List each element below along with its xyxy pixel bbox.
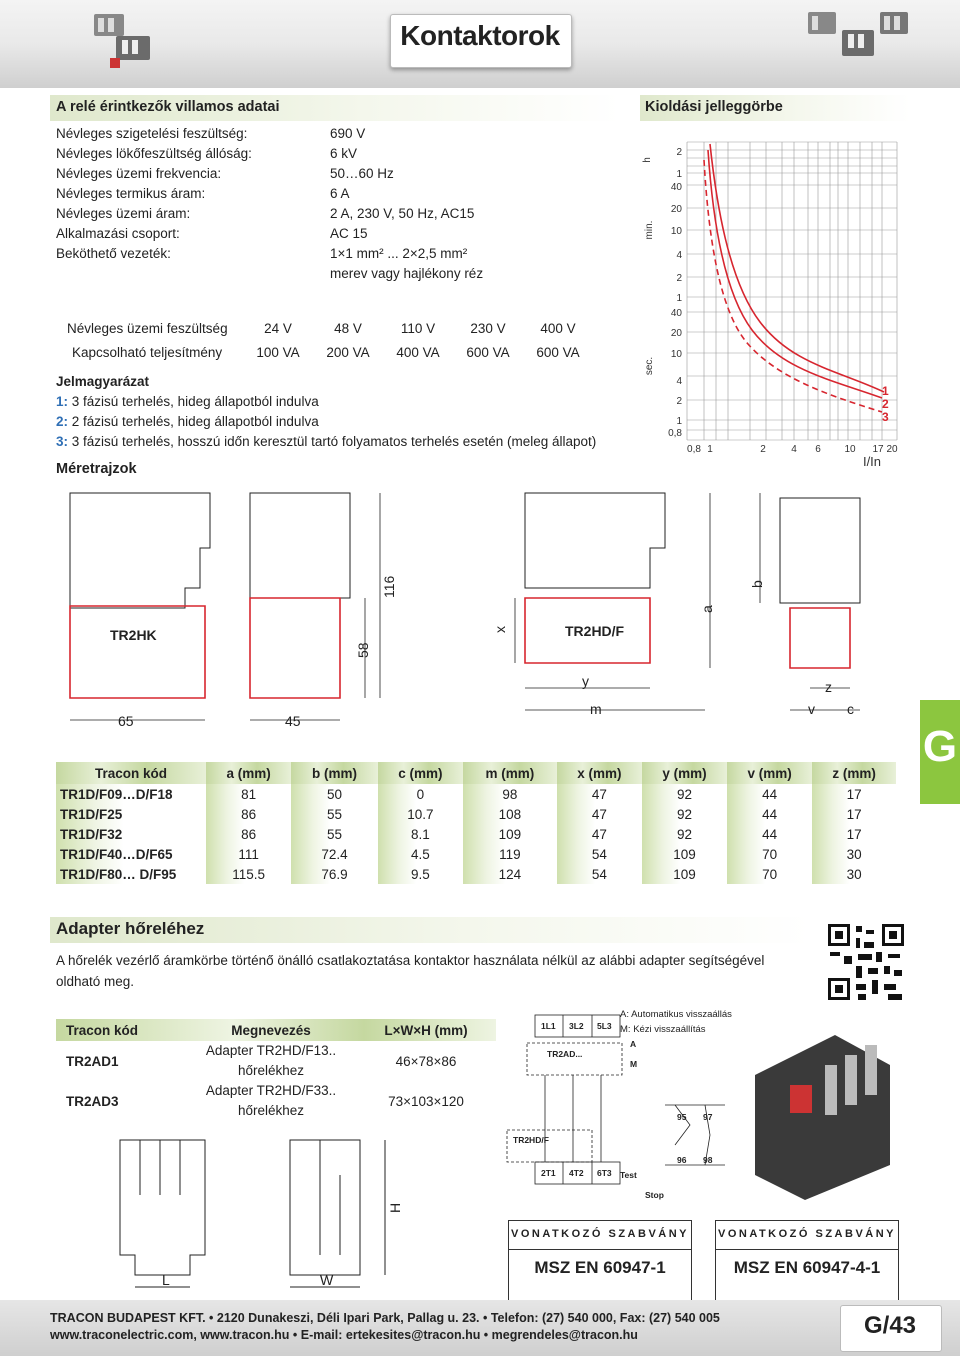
- spec-label: Névleges termikus áram:: [56, 186, 206, 201]
- terminal-label: 4T2: [569, 1168, 584, 1178]
- cell: 92: [642, 784, 727, 804]
- col-header: z (mm): [812, 762, 896, 784]
- cell: TR2AD3: [66, 1093, 119, 1109]
- note-m: M: Kézi visszaállítás: [620, 1024, 706, 1035]
- cell: 54: [557, 864, 642, 884]
- adapter-label: TR2AD...: [547, 1049, 583, 1059]
- y-tick: 2: [676, 273, 682, 284]
- section-tab-letter: G: [922, 722, 958, 771]
- cell: 72.4: [291, 844, 378, 864]
- cell: 54: [557, 844, 642, 864]
- standard-caption: VONATKOZÓ SZABVÁNY: [717, 1228, 897, 1240]
- contact-95: 95: [677, 1112, 687, 1122]
- cell: 44: [727, 824, 812, 844]
- tr2hk-contactor-outline: [70, 493, 210, 608]
- curve-2: [710, 144, 884, 392]
- dim-58: 58: [355, 642, 371, 658]
- y-tick: 10: [670, 349, 682, 360]
- standard-divider: [508, 1249, 692, 1250]
- col-header: Megnevezés: [231, 1022, 311, 1038]
- cell: hőrelékhez: [237, 1063, 305, 1078]
- power-cell: 600 VA: [466, 344, 510, 360]
- right-contactor-outline: [780, 498, 860, 603]
- tr2hk-relay-outline: [70, 606, 205, 698]
- cell: 47: [557, 824, 642, 844]
- cell: 111: [206, 844, 291, 864]
- spec-label: Névleges szigetelési feszültség:: [56, 126, 248, 141]
- right-relay-outline: [790, 608, 850, 668]
- dim-65: 65: [118, 713, 134, 729]
- drawings-heading: Méretrajzok: [56, 461, 137, 477]
- cell: 109: [642, 844, 727, 864]
- cell: 55: [291, 804, 378, 824]
- test-label: Test: [620, 1170, 637, 1180]
- y-unit-sec: sec.: [644, 356, 655, 376]
- x-tick: 10: [844, 444, 856, 455]
- page-title: Kontaktorok: [400, 20, 560, 51]
- power-cell: 600 VA: [536, 344, 580, 360]
- voltage-row-label: Névleges üzemi feszültség: [67, 320, 228, 336]
- spec-value: 2 A, 230 V, 50 Hz, AC15: [330, 206, 475, 221]
- y-tick: 40: [670, 182, 682, 193]
- cell: Adapter TR2HD/F13..: [205, 1043, 337, 1058]
- col-header: y (mm): [642, 762, 727, 784]
- cell: 92: [642, 804, 727, 824]
- cell: 46×78×86: [395, 1053, 457, 1069]
- spec-label: Névleges lökőfeszültség állóság:: [56, 146, 252, 161]
- power-cell: 100 VA: [256, 344, 300, 360]
- wire-note: merev vagy hajlékony réz: [330, 266, 484, 281]
- dim-x: x: [492, 626, 508, 633]
- spec-value: 6 kV: [330, 146, 358, 161]
- power-cell: 200 VA: [326, 344, 370, 360]
- spec-label: Névleges üzemi frekvencia:: [56, 166, 222, 181]
- page-number: G/43: [863, 1312, 917, 1339]
- col-header: Tracon kód: [56, 762, 206, 784]
- x-tick: 1: [707, 444, 713, 455]
- y-tick: 1: [676, 169, 682, 180]
- legend-heading: Jelmagyarázat: [56, 374, 150, 389]
- y-tick: 0,8: [668, 428, 682, 439]
- y-tick: 1: [676, 293, 682, 304]
- qr-code-icon: [826, 922, 906, 1002]
- dim-c: c: [847, 701, 854, 717]
- adapter-table: [56, 1019, 496, 1121]
- y-tick: 40: [670, 308, 682, 319]
- table-row: [56, 1081, 496, 1121]
- standard-value: MSZ EN 60947-1: [534, 1258, 666, 1277]
- table-header-row: [56, 762, 896, 784]
- voltage-cell: 48 V: [334, 320, 362, 336]
- cell: 44: [727, 804, 812, 824]
- terminal-label: 5L3: [597, 1021, 612, 1031]
- dim-v: v: [808, 701, 815, 717]
- spec-label: Névleges üzemi áram:: [56, 206, 191, 221]
- trip-curve-chart: [632, 130, 922, 475]
- cell: TR1D/F40…D/F65: [56, 844, 206, 864]
- y-tick: 1: [676, 416, 682, 427]
- adapter-schematic: [505, 1005, 915, 1215]
- terminal-label: 2T1: [541, 1168, 556, 1178]
- cell: 70: [727, 864, 812, 884]
- x-axis-label: I/In: [862, 454, 882, 469]
- mode-m: M: [630, 1059, 638, 1069]
- dim-h: H: [387, 1202, 403, 1213]
- table-row: [56, 1041, 496, 1081]
- cell: TR1D/F80… D/F95: [56, 864, 206, 884]
- voltage-table: [66, 316, 593, 364]
- cell: 17: [812, 824, 896, 844]
- col-header: v (mm): [727, 762, 812, 784]
- adapter-side-outline: [290, 1140, 360, 1275]
- voltage-cell: 110 V: [400, 320, 436, 336]
- cell: TR1D/F25: [56, 804, 206, 824]
- table-row: [56, 824, 896, 844]
- cell: 4.5: [378, 844, 463, 864]
- series-label-2: 2: [882, 397, 889, 411]
- table-row: [56, 864, 896, 884]
- dim-m: m: [590, 701, 602, 717]
- chart-title: Kioldási jelleggörbe: [645, 99, 783, 115]
- dim-w: W: [320, 1272, 334, 1288]
- front-contactor-outline: [250, 493, 350, 598]
- dim-l: L: [162, 1272, 170, 1288]
- contactor-photo-icon-right: [800, 6, 920, 76]
- cell: 17: [812, 804, 896, 824]
- dimension-table: [56, 762, 896, 884]
- cell: 9.5: [378, 864, 463, 884]
- cell: 109: [463, 824, 557, 844]
- cell: 47: [557, 804, 642, 824]
- footer-contact: www.traconelectric.com, www.tracon.hu • E-mail: ertekesites@tracon.hu • megrendeles@tracon.hu: [50, 1328, 638, 1342]
- y-unit-h: h: [642, 157, 653, 163]
- cell: 50: [291, 784, 378, 804]
- tr2hk-label: TR2HK: [110, 627, 157, 643]
- dim-45: 45: [285, 713, 301, 729]
- col-header: a (mm): [206, 762, 291, 784]
- y-tick: 4: [676, 250, 682, 261]
- cell: TR1D/F09…D/F18: [56, 784, 206, 804]
- y-tick: 20: [670, 204, 682, 215]
- standard-divider: [715, 1249, 899, 1250]
- x-tick: 0,8: [687, 444, 701, 455]
- cell: 17: [812, 784, 896, 804]
- table-row: [56, 804, 896, 824]
- cell: 81: [206, 784, 291, 804]
- spec-value: 6 A: [330, 186, 350, 201]
- spec-label: Beköthető vezeték:: [56, 246, 171, 261]
- y-unit-min: min.: [644, 220, 655, 240]
- mode-a: A: [630, 1039, 637, 1049]
- legend-key: 3:: [56, 434, 69, 449]
- x-tick: 2: [760, 444, 766, 455]
- dim-116: 116: [381, 575, 397, 598]
- cell: 86: [206, 804, 291, 824]
- adapter-box: [527, 1043, 622, 1075]
- terminal-label: 1L1: [541, 1021, 556, 1031]
- legend-key: 2:: [56, 414, 69, 429]
- cell: 55: [291, 824, 378, 844]
- cell: 119: [463, 844, 557, 864]
- legend-text: 3 fázisú terhelés, hideg állapotból indulva: [71, 394, 319, 409]
- cell: 92: [642, 824, 727, 844]
- stop-label: Stop: [645, 1190, 664, 1200]
- col-header: c (mm): [378, 762, 463, 784]
- legend-key: 1:: [56, 394, 69, 409]
- contact-97: 97: [703, 1112, 713, 1122]
- spec-value: AC 15: [330, 226, 368, 241]
- y-tick: 4: [676, 376, 682, 387]
- cell: Adapter TR2HD/F33..: [205, 1083, 337, 1098]
- y-tick: 2: [676, 396, 682, 407]
- cell: 10.7: [378, 804, 463, 824]
- cell: 30: [812, 844, 896, 864]
- standard-value: MSZ EN 60947-4-1: [733, 1258, 881, 1277]
- voltage-cell: 230 V: [470, 320, 506, 336]
- col-header: b (mm): [291, 762, 378, 784]
- cell: 70: [727, 844, 812, 864]
- cell: 98: [463, 784, 557, 804]
- spec-value: 50…60 Hz: [330, 166, 394, 181]
- table-row: [56, 784, 896, 804]
- col-header: m (mm): [463, 762, 557, 784]
- electrical-heading: A relé érintkezők villamos adatai: [56, 99, 280, 115]
- spec-label: Alkalmazási csoport:: [56, 226, 180, 241]
- cell: 115.5: [206, 864, 291, 884]
- terminal-label: 3L2: [569, 1021, 584, 1031]
- series-label-3: 3: [882, 410, 889, 424]
- cell: 76.9: [291, 864, 378, 884]
- adapter-text: A hőrelék vezérlő áramkörbe történő önálló csatlakoztatása kontaktor használata nélkül az alábbi adapter segítségével oldható meg.: [56, 953, 765, 989]
- electrical-labels: [56, 124, 316, 264]
- voltage-cell: 400 V: [540, 320, 576, 336]
- voltage-cell: 24 V: [264, 320, 292, 336]
- x-tick: 6: [815, 444, 821, 455]
- relay-label: TR2HD/F: [513, 1135, 549, 1145]
- cell: 8.1: [378, 824, 463, 844]
- dim-z: z: [825, 679, 832, 695]
- dim-a: a: [699, 605, 715, 613]
- adapter-dimension-drawing: [110, 1135, 440, 1295]
- cell: 109: [642, 864, 727, 884]
- x-tick: 20: [886, 444, 898, 455]
- adapter-front-outline: [120, 1140, 205, 1275]
- cell: 86: [206, 824, 291, 844]
- electrical-values: [330, 124, 610, 284]
- y-tick: 20: [670, 328, 682, 339]
- spec-value: 1×1 mm² ... 2×2,5 mm²: [330, 246, 468, 261]
- power-row-label: Kapcsolható teljesítmény: [72, 344, 223, 360]
- contact-98: 98: [703, 1155, 713, 1165]
- contact-96: 96: [677, 1155, 687, 1165]
- contactor-photo-icon: [88, 6, 168, 76]
- cell: TR2AD1: [66, 1053, 119, 1069]
- cell: TR1D/F32: [56, 824, 206, 844]
- y-tick: 2: [676, 147, 682, 158]
- legend-text: 2 fázisú terhelés, hideg állapotból indulva: [71, 414, 319, 429]
- x-tick: 4: [791, 444, 797, 455]
- table-row: [56, 844, 896, 864]
- cell: 0: [378, 784, 463, 804]
- tr2hdf-contactor-outline: [525, 493, 665, 588]
- col-header: Tracon kód: [66, 1022, 139, 1038]
- power-cell: 400 VA: [396, 344, 440, 360]
- cell: 44: [727, 784, 812, 804]
- cell: 30: [812, 864, 896, 884]
- dimension-drawings: [50, 488, 920, 733]
- curve-1: [708, 150, 882, 398]
- cell: hőrelékhez: [237, 1103, 305, 1118]
- series-label-1: 1: [882, 384, 889, 398]
- front-relay-outline: [250, 598, 340, 698]
- x-tick: 17: [872, 444, 884, 455]
- y-tick: 10: [670, 226, 682, 237]
- cell: 47: [557, 784, 642, 804]
- adapter-photo-icon: [755, 1035, 890, 1200]
- cell: 124: [463, 864, 557, 884]
- cell: 73×103×120: [388, 1093, 464, 1109]
- note-a: A: Automatikus visszaállás: [620, 1009, 732, 1020]
- col-header: x (mm): [557, 762, 642, 784]
- dim-b: b: [749, 580, 765, 588]
- terminal-label: 6T3: [597, 1168, 612, 1178]
- tr2hdf-label: TR2HD/F: [565, 623, 625, 639]
- footer-address: TRACON BUDAPEST KFT. • 2120 Dunakeszi, Déli Ipari Park, Pallag u. 23. • Telefon: (27) 540 000, Fax: (27) 540 005: [50, 1311, 720, 1325]
- cell: 108: [463, 804, 557, 824]
- col-header: L×W×H (mm): [384, 1022, 468, 1038]
- spec-value: 690 V: [330, 126, 366, 141]
- chart-grid: [687, 142, 897, 440]
- adapter-heading: Adapter hőreléhez: [56, 919, 205, 938]
- legend-text: 3 fázisú terhelés, hosszú időn keresztül tartó folyamatos terhelés esetén (meleg állapot): [71, 434, 597, 449]
- dim-y: y: [582, 673, 589, 689]
- legend: [56, 372, 626, 452]
- standard-caption: VONATKOZÓ SZABVÁNY: [510, 1228, 690, 1240]
